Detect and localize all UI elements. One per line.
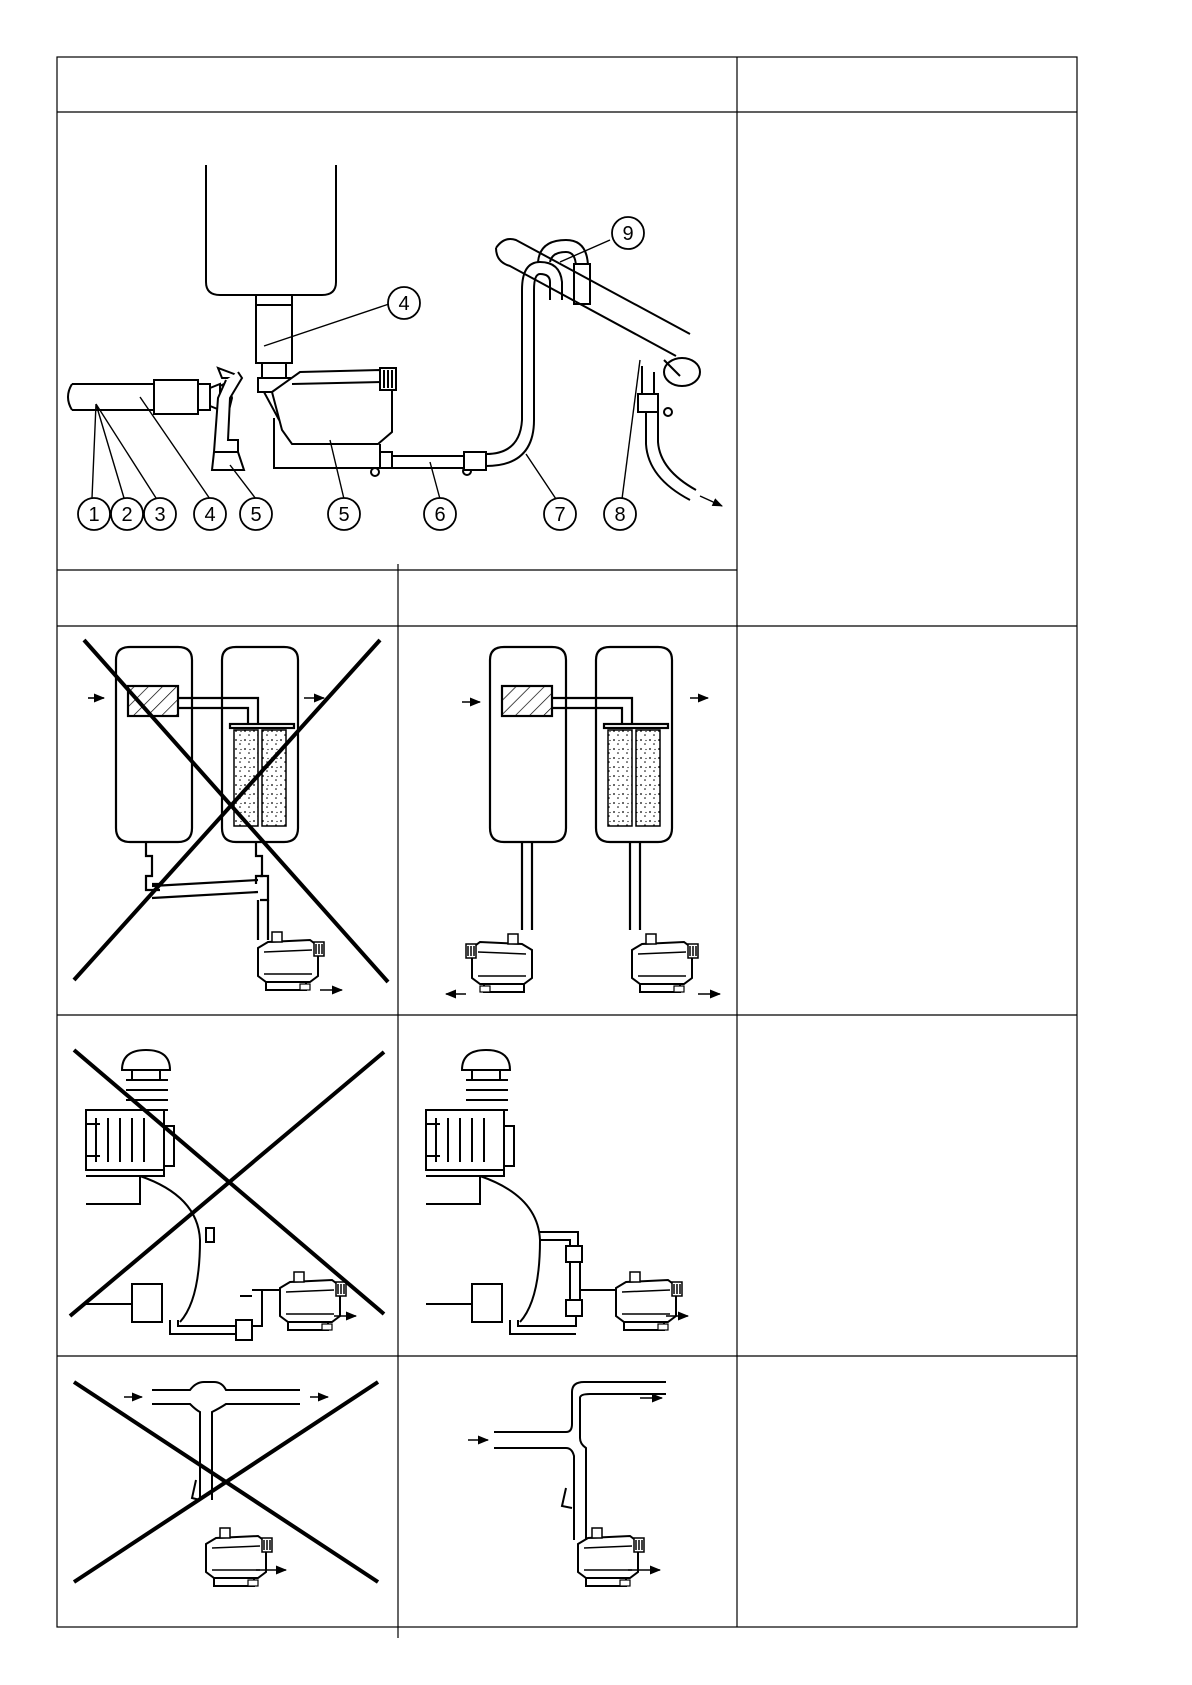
table-grid (57, 57, 1077, 1638)
callout-8-text: 8 (614, 504, 626, 526)
pipe-incorrect-cross (74, 1382, 378, 1582)
callout-3-text: 3 (154, 504, 166, 526)
compressor-incorrect-cross (70, 1050, 384, 1316)
callout-4-low (194, 498, 226, 530)
callout-1 (78, 498, 110, 530)
callout-5b-text: 5 (338, 504, 350, 526)
callout-8 (604, 498, 636, 530)
callout-5-text: 5 (250, 504, 262, 526)
callout-2-text: 2 (121, 504, 133, 526)
callout-2 (111, 498, 143, 530)
callout-6 (424, 498, 456, 530)
callout-3 (144, 498, 176, 530)
callout-4b-text: 4 (398, 293, 410, 315)
callout-1-text: 1 (88, 504, 100, 526)
callout-9 (612, 217, 644, 249)
pipe-correct-drawing (468, 1382, 666, 1586)
compressor-correct-drawing (426, 1050, 688, 1334)
callout-6-text: 6 (434, 504, 446, 526)
callout-5-right (328, 498, 360, 530)
callout-9-text: 9 (622, 223, 634, 245)
callout-4-top (388, 287, 420, 319)
separator-incorrect-drawing (88, 647, 342, 990)
callout-7-text: 7 (554, 504, 566, 526)
callout-4-text: 4 (204, 504, 216, 526)
callout-7 (544, 498, 576, 530)
separator-correct-drawing (446, 647, 720, 994)
callout-5-left (240, 498, 272, 530)
main-installation-drawing (68, 165, 722, 506)
